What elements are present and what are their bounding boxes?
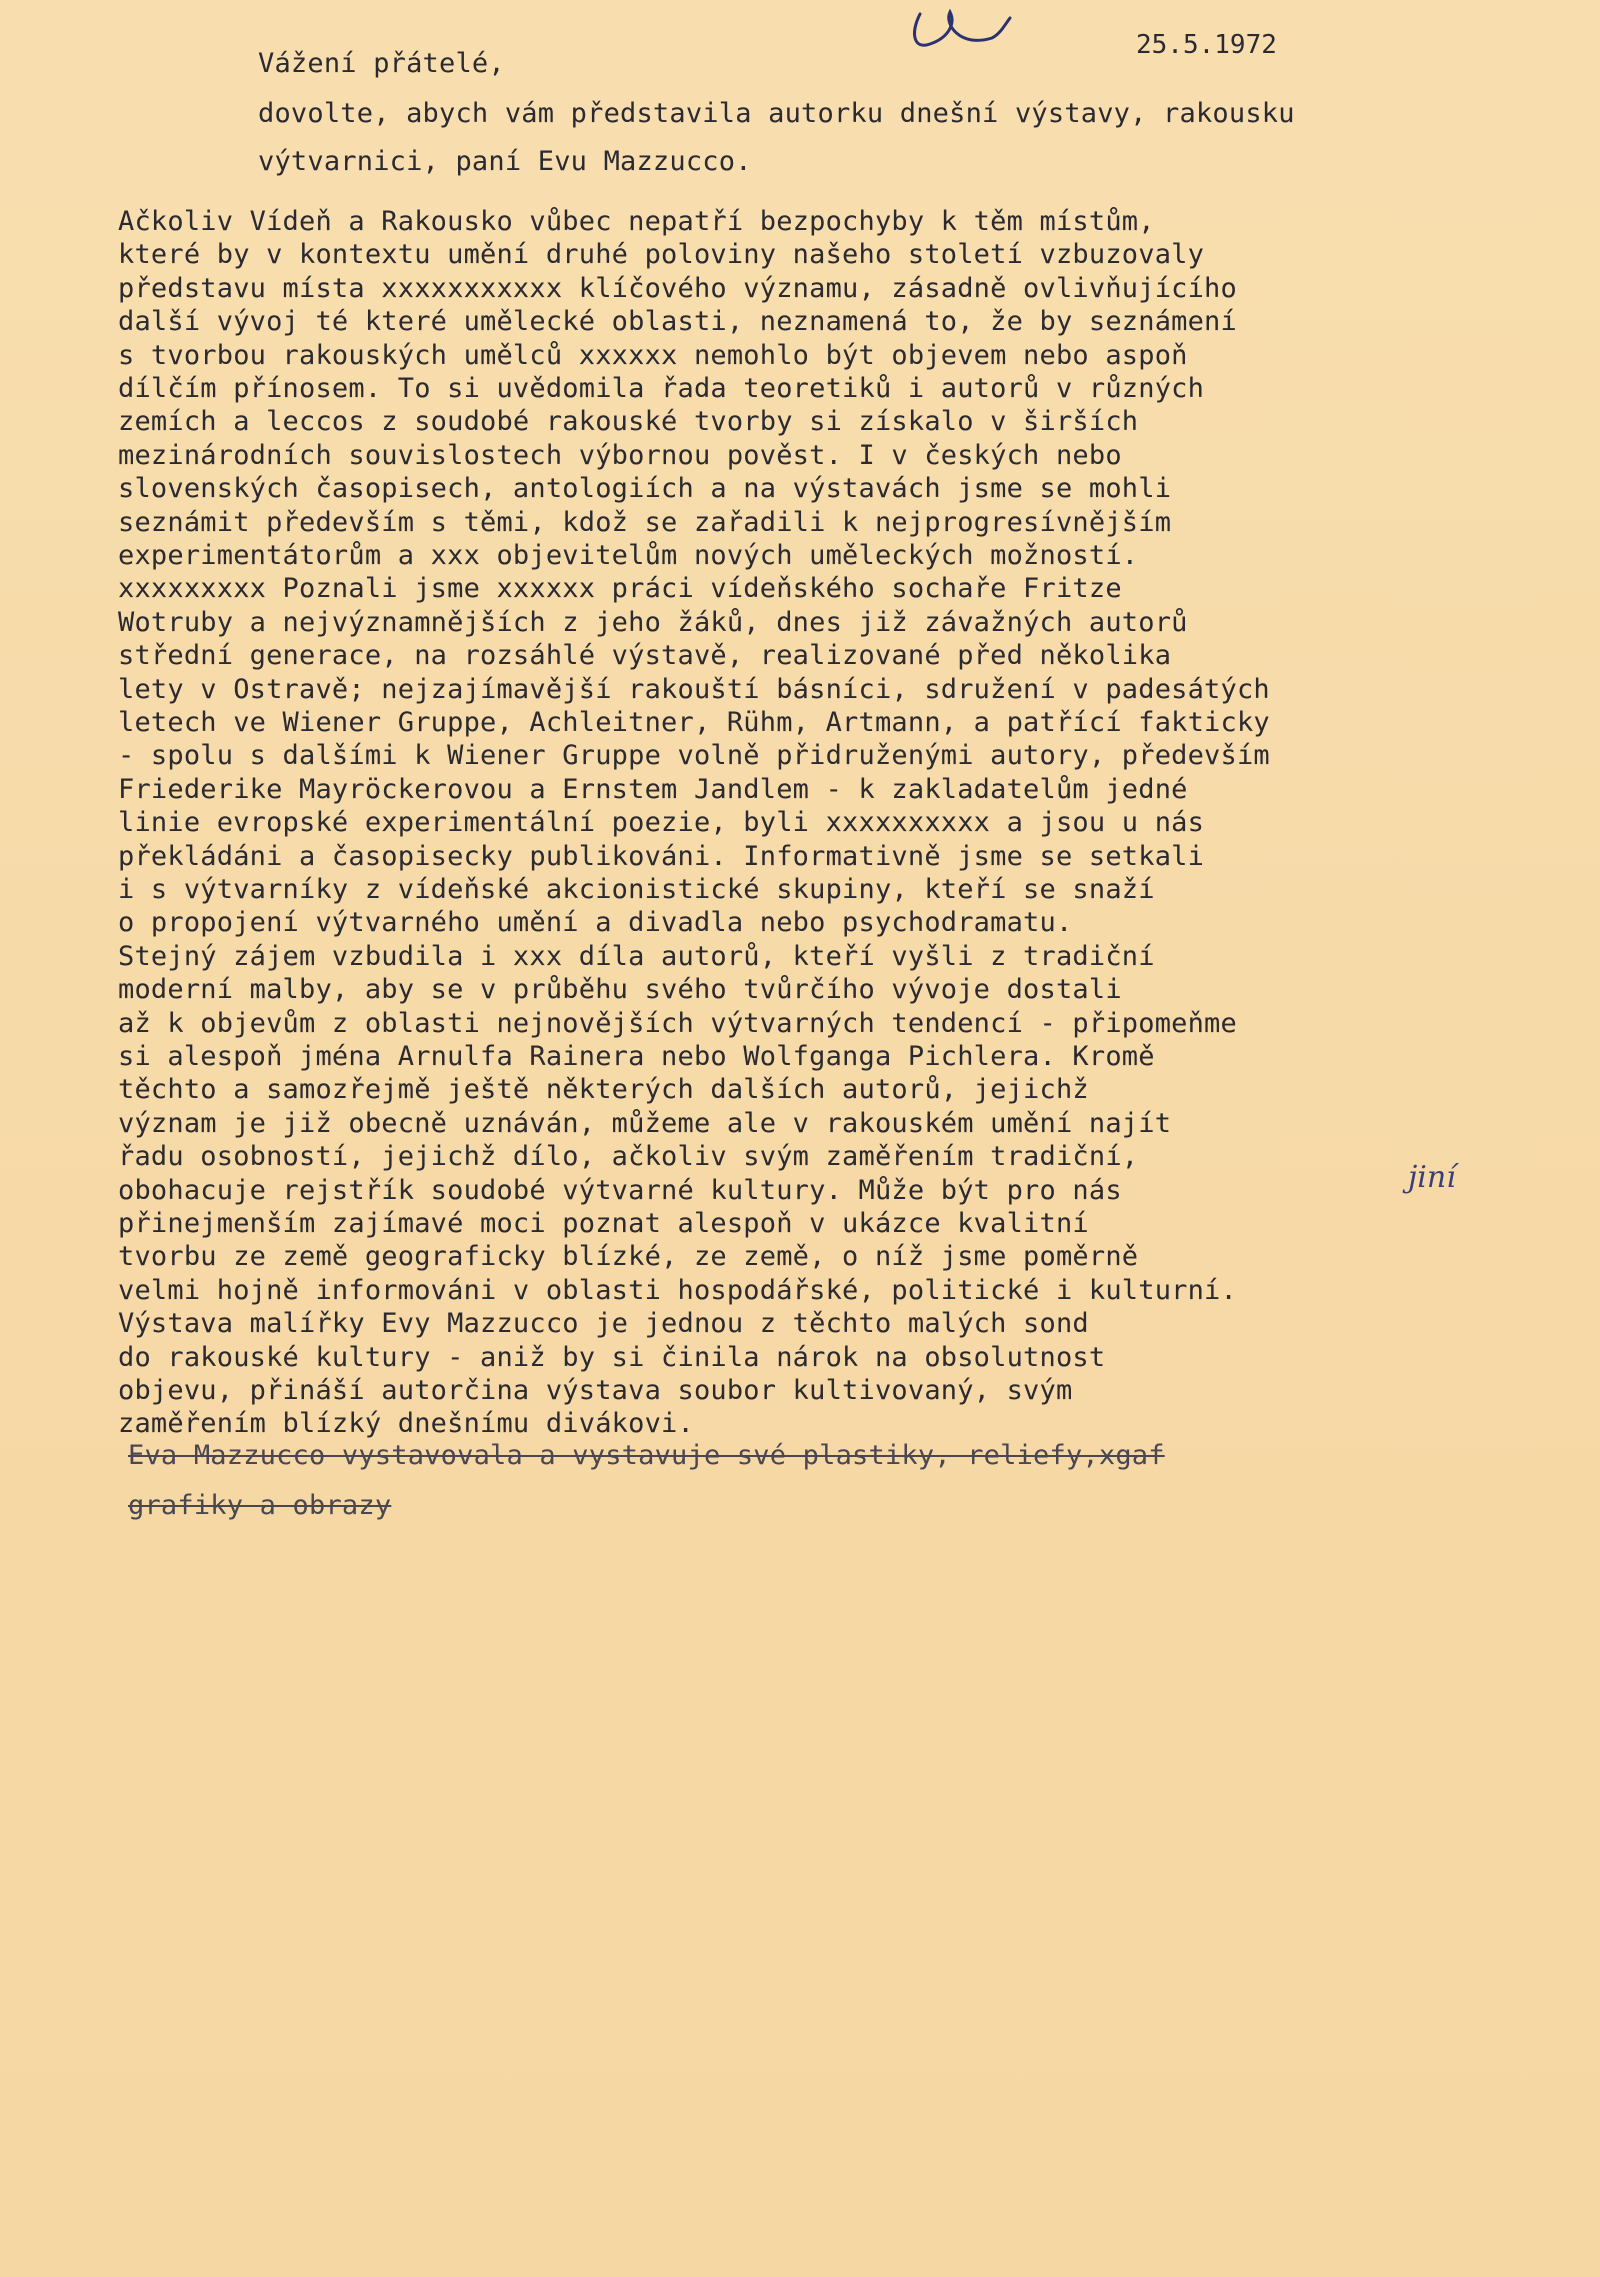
body-line: - spolu s dalšími k Wiener Gruppe volně přidruženými autory, především (118, 740, 1270, 772)
body-line: představu místa xxxxxxxxxxx klíčového významu, zásadně ovlivňujícího (118, 272, 1237, 304)
margin-note: jiní (1408, 1160, 1456, 1195)
body-line: letech ve Wiener Gruppe, Achleitner, Rühm, Artmann, a patřící fakticky (118, 707, 1270, 738)
body-line: střední generace, na rozsáhlé výstavě, realizované před několika (118, 640, 1172, 672)
body-line: lety v Ostravě; nejzajímavější rakouští básníci, sdružení v padesátých (118, 673, 1270, 705)
body-line: i s výtvarníky z vídeňské akcionistické skupiny, kteří se snaží (118, 874, 1155, 905)
letter-date: 25.5.1972 (1136, 30, 1277, 60)
body-line: objevu, přináší autorčina výstava soubor kultivovaný, svým (118, 1375, 1073, 1406)
body-line: tvorbu ze země geograficky blízké, ze země, o níž jsme poměrně (118, 1241, 1139, 1273)
intro-line: výtvarnici, paní Evu Mazzucco. (258, 146, 752, 177)
body-line: s tvorbou rakouských umělců xxxxxx nemohlo být objevem nebo aspoň (118, 339, 1188, 371)
body-line: až k objevům z oblasti nejnovějších výtvarných tendencí - připomeňme (118, 1007, 1237, 1039)
body-line: do rakouské kultury - aniž by si činila nárok na obsolutnost (118, 1341, 1106, 1373)
body-line: xxxxxxxxx Poznali jsme xxxxxx práci vídeňského sochaře Fritze (118, 573, 1122, 605)
body-line: které by v kontextu umění druhé poloviny našeho století vzbuzovaly (118, 239, 1205, 271)
struck-line: Eva Mazzucco vystavovala a vystavuje své plastiky, reliefy,xgaf (128, 1440, 1165, 1471)
body-line: řadu osobností, jejichž dílo, ačkoliv svým zaměřením tradiční, (118, 1141, 1139, 1173)
body-line: experimentátorům a xxx objevitelům nových uměleckých možností. (118, 540, 1139, 571)
body-line: přinejmenším zajímavé moci poznat alespoň v ukázce kvalitní (118, 1208, 1089, 1239)
body-line: zemích a leccos z soudobé rakouské tvorby si získalo v širších (118, 406, 1139, 438)
body-line: zaměřením blízký dnešnímu divákovi. (118, 1408, 694, 1440)
body-line: slovenských časopisech, antologiích a na výstavách jsme se mohli (118, 473, 1172, 505)
body-line: překládáni a časopisecky publikováni. Informativně jsme se setkali (118, 840, 1205, 872)
body-line: Výstava malířky Evy Mazzucco je jednou z těchto malých sond (118, 1308, 1089, 1340)
body-line: seznámit především s těmi, kdož se zařadili k nejprogresívnějším (118, 506, 1172, 538)
body-line: Friederike Mayröckerovou a Ernstem Jandlem - k zakladatelům jedné (118, 773, 1188, 805)
body-line: moderní malby, aby se v průběhu svého tvůrčího vývoje dostali (118, 974, 1122, 1006)
body-line: význam je již obecně uznáván, můžeme ale v rakouském umění najít (118, 1107, 1172, 1139)
body-line: dílčím přínosem. To si uvědomila řada teoretiků i autorů v různých (118, 373, 1205, 404)
body-line: obohacuje rejstřík soudobé výtvarné kultury. Může být pro nás (118, 1174, 1122, 1206)
body-line: Ačkoliv Vídeň a Rakousko vůbec nepatří bezpochyby k těm místům, (118, 206, 1155, 237)
handwritten-initial (900, 4, 1020, 64)
body-line: si alespoň jména Arnulfa Rainera nebo Wolfganga Pichlera. Kromě (118, 1041, 1155, 1072)
body-line: mezinárodních souvislostech výbornou pověst. I v českých nebo (118, 439, 1122, 471)
body-line: Stejný zájem vzbudila i xxx díla autorů, kteří vyšli z tradiční (118, 940, 1155, 972)
greeting: Vážení přátelé, (258, 48, 505, 79)
body-line: Wotruby a nejvýznamnějších z jeho žáků, dnes již závažných autorů (118, 606, 1188, 638)
body-line: o propojení výtvarného umění a divadla nebo psychodramatu. (118, 907, 1073, 939)
body-line: velmi hojně informováni v oblasti hospodářské, politické i kulturní. (118, 1274, 1237, 1306)
body-line: linie evropské experimentální poezie, byli xxxxxxxxxx a jsou u nás (118, 807, 1205, 839)
intro-line: dovolte, abych vám představila autorku dnešní výstavy, rakousku (258, 98, 1295, 129)
body-line: těchto a samozřejmě ještě některých dalších autorů, jejichž (118, 1074, 1089, 1106)
struck-line: grafiky a obrazy (128, 1490, 392, 1521)
body-line: další vývoj té které umělecké oblasti, neznamená to, že by seznámení (118, 306, 1237, 338)
